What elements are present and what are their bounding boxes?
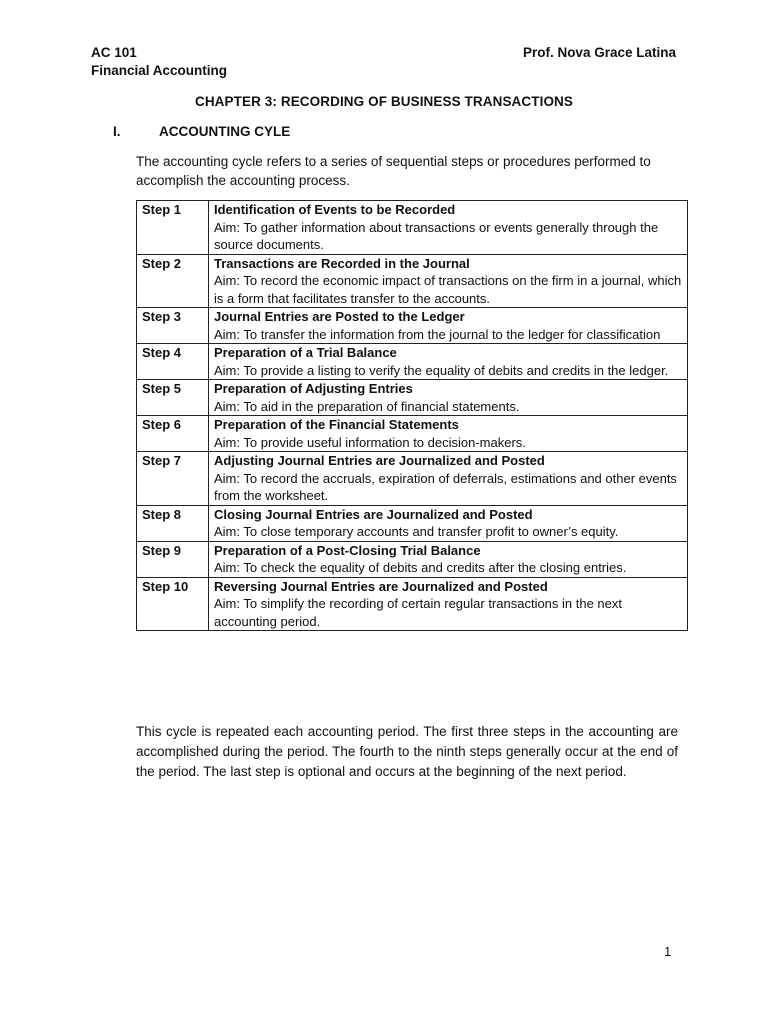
step-title: Journal Entries are Posted to the Ledger — [214, 309, 465, 324]
step-aim: Aim: To provide a listing to verify the equality of debits and credits in the ledger. — [214, 362, 669, 378]
chapter-title: CHAPTER 3: RECORDING OF BUSINESS TRANSACTIONS — [194, 94, 574, 109]
table-row — [137, 577, 688, 631]
closing-paragraph: This cycle is repeated each accounting period. The first three steps in the accounting are accomplished during the period. The fourth to the ninth steps generally occur at the end of the period. The last step is optional and occurs at the beginning of the next period. — [136, 724, 678, 779]
section-number: I. — [113, 124, 121, 139]
step-description — [209, 505, 688, 541]
step-aim: Aim: To gather information about transactions or events generally through the source documents. — [214, 219, 659, 252]
step-title: Adjusting Journal Entries are Journalized and Posted — [214, 453, 545, 468]
table-row — [137, 344, 688, 380]
step-label: Step 8 — [137, 505, 209, 541]
step-description — [209, 577, 688, 631]
step-description — [209, 416, 688, 452]
intro-paragraph: The accounting cycle refers to a series of sequential steps or procedures performed to accomplish the accounting process. — [136, 154, 651, 188]
section-title: ACCOUNTING CYLE — [159, 124, 291, 139]
table-row — [137, 541, 688, 577]
steps-table-body — [137, 201, 688, 631]
step-label: Step 2 — [137, 254, 209, 308]
course-header — [91, 44, 227, 80]
course-code: AC 101 — [91, 45, 137, 60]
table-row — [137, 416, 688, 452]
step-title: Closing Journal Entries are Journalized and Posted — [214, 506, 533, 522]
table-row — [137, 380, 688, 416]
step-title: Preparation of a Trial Balance — [214, 345, 397, 360]
step-aim: Aim: To check the equality of debits and credits after the closing entries. — [214, 560, 627, 575]
course-name: Financial Accounting — [91, 63, 228, 78]
page-number: 1 — [664, 944, 672, 959]
table-row — [137, 452, 688, 506]
table-row — [137, 201, 688, 255]
step-label: Step 6 — [137, 416, 209, 452]
table-row — [137, 308, 688, 344]
step-label: Step 7 — [137, 452, 209, 506]
step-aim: Aim: To transfer the information from the journal to the ledger for classification — [214, 326, 661, 342]
step-title: Preparation of the Financial Statements — [214, 417, 459, 432]
step-description — [209, 344, 688, 380]
step-title: Transactions are Recorded in the Journal — [214, 255, 470, 271]
step-label: Step 1 — [137, 201, 209, 255]
step-description — [209, 201, 688, 255]
step-aim: Aim: To close temporary accounts and transfer profit to owner’s equity. — [214, 524, 619, 539]
accounting-cycle-table — [136, 200, 688, 631]
step-title: Preparation of Adjusting Entries — [214, 381, 413, 396]
step-description — [209, 380, 688, 416]
step-aim: Aim: To aid in the preparation of financial statements. — [214, 398, 520, 414]
step-label: Step 10 — [137, 577, 209, 631]
step-label: Step 3 — [137, 308, 209, 344]
table-row — [137, 505, 688, 541]
step-label: Step 9 — [137, 541, 209, 577]
step-aim: Aim: To record the economic impact of transactions on the firm in a journal, which is a form that facilitates transfer to the accounts. — [214, 273, 682, 306]
step-aim: Aim: To provide useful information to decision-makers. — [214, 434, 526, 450]
step-title: Identification of Events to be Recorded — [214, 202, 456, 217]
step-aim: Aim: To record the accruals, expiration of deferrals, estimations and other events from the worksheet. — [214, 470, 677, 503]
step-label: Step 4 — [137, 344, 209, 380]
step-title: Reversing Journal Entries are Journalized and Posted — [214, 578, 548, 594]
step-aim: Aim: To simplify the recording of certain regular transactions in the next accounting period. — [214, 596, 623, 629]
step-description — [209, 254, 688, 308]
step-description — [209, 308, 688, 344]
step-description — [209, 452, 688, 506]
professor-name: Prof. Nova Grace Latina — [522, 45, 676, 60]
step-title: Preparation of a Post-Closing Trial Balance — [214, 542, 481, 558]
step-label: Step 5 — [137, 380, 209, 416]
table-row — [137, 254, 688, 308]
step-description — [209, 541, 688, 577]
